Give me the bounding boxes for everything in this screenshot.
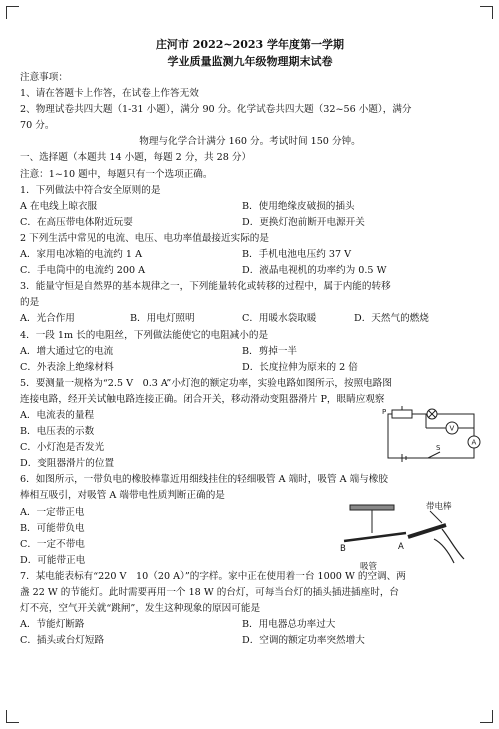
charged-rod-diagram: [330, 499, 466, 577]
q7-option-b: B．用电器总功率过大: [242, 619, 336, 631]
question-3-options: [20, 311, 480, 327]
q5-option-b: B．电压表的示数: [20, 426, 95, 438]
q6-option-c: C．一定不带电: [20, 538, 85, 550]
crop-mark-bottom-left: [6, 710, 19, 723]
exam-title-line1: 庄河市 2022~2023 学年度第一学期: [155, 38, 345, 51]
q1-option-b: B．使用绝缘皮破损的插头: [242, 200, 355, 212]
question-6-stem-cont: 棒相互吸引，对吸管 A 端带电性质判断正确的是: [20, 490, 225, 502]
notice-item-1: 1、请在答题卡上作答，在试卷上作答无效: [20, 88, 199, 100]
question-6-stem: 6．如图所示，一带负电的橡胶棒靠近用细线挂住的轻细吸管 A 端时，吸管 A 端与橡胶: [20, 474, 388, 486]
label-charged-rod: 带电棒: [426, 501, 452, 512]
rod-label-pointer: [430, 511, 442, 523]
circuit-label-a: A: [471, 438, 477, 447]
q6-option-d: D．可能带正电: [20, 554, 86, 566]
rheostat: [392, 410, 412, 418]
q6-option-b: B．可能带负电: [20, 522, 85, 534]
q4-option-a: A．增大通过它的电流: [20, 345, 114, 357]
q2-option-a: A．家用电冰箱的电流约 1 A: [20, 249, 142, 261]
exam-content: [20, 36, 480, 649]
crop-mark-bottom-right: [480, 710, 493, 723]
notice-heading: 注意事项：: [20, 72, 68, 83]
circuit-diagram: [378, 406, 482, 466]
circuit-label-p: P: [382, 408, 387, 417]
label-b-end: B: [340, 543, 346, 554]
label-straw: 吸管: [360, 561, 378, 572]
q3-option-b: B．用电灯照明: [130, 313, 195, 325]
q5-option-c: C．小灯泡是否发光: [20, 442, 105, 454]
notice-item-2: 2、物理试卷共四大题（1-31 小题），满分 90 分。化学试卷共四大题（32~56 小题），满分: [20, 104, 412, 116]
q5-option-d: D．变阻器滑片的位置: [20, 458, 115, 470]
circuit-wire-loop: [388, 414, 474, 458]
question-7-stem-cont2: 灯不亮，空气开关就“跳闸”，发生这种现象的原因可能是: [20, 603, 261, 615]
crop-mark-top-right: [480, 6, 493, 19]
question-7-options: [20, 617, 480, 649]
q1-option-d: D．更换灯泡前断开电源开关: [242, 216, 365, 228]
charged-rod: [408, 525, 446, 537]
exam-title-line2: 学业质量监测九年级物理期末试卷: [167, 55, 333, 68]
q7-option-d: D．空调的额定功率突然增大: [242, 635, 365, 647]
question-7-stem-cont: 盏 22 W 的节能灯。此时需要再用一个 18 W 的台灯，可每当台灯的插头插进插座时，台: [20, 587, 400, 598]
straw: [344, 533, 406, 541]
q1-option-c: C．在高压带电体附近玩耍: [20, 216, 133, 228]
q5-option-a: A．电流表的量程: [20, 409, 95, 421]
question-5-stem-cont: 连接电路，经开关试触电路连接正确。闭合开关，移动滑动变阻器滑片 P，眼睛应观察: [20, 393, 385, 405]
q2-option-b: B．手机电池电压约 37 V: [242, 249, 352, 261]
notice-item-2-cont: 70 分。: [20, 120, 55, 132]
q6-option-a: A．一定带正电: [20, 506, 85, 518]
q1-option-a: A 在电线上晾衣服: [20, 200, 98, 212]
circuit-label-v: V: [449, 424, 455, 433]
q4-option-b: B．剪掉一半: [242, 345, 298, 357]
q4-option-c: C．外表涂上绝缘材料: [20, 361, 114, 373]
question-4-options: [20, 344, 480, 376]
q3-option-c: C．用暖水袋取暖: [242, 313, 317, 325]
question-4-stem: 4．一段 1m 长的电阻丝，下列做法能使它的电阻减小的是: [20, 329, 269, 341]
switch-symbol: [428, 452, 440, 458]
q4-option-d: D．长度拉伸为原来的 2 倍: [242, 361, 358, 373]
q2-option-c: C．手电筒中的电流约 200 A: [20, 265, 146, 277]
q7-option-c: C．插头或台灯短路: [20, 635, 105, 647]
q2-option-d: D．液晶电视机的功率约为 0.5 W: [242, 265, 387, 277]
q7-option-a: A．节能灯断路: [20, 619, 85, 631]
section-note: 注意：1~10 题中，每题只有一个选项正确。: [20, 168, 213, 180]
question-5-stem: 5．要测量一规格为“2.5 V 0.3 A”小灯泡的额定功率，实验电路如图所示，按照电路图: [20, 377, 392, 389]
q3-option-d: D．天然气的燃烧: [354, 313, 429, 325]
question-2-options: [20, 247, 480, 279]
question-1-stem: 1．下列做法中符合安全原则的是: [20, 184, 161, 196]
ceiling-support: [350, 505, 394, 510]
question-3-stem: 3．能量守恒是自然界的基本规律之一，下列能量转化或转移的过程中，属于内能的转移: [20, 281, 391, 293]
section-heading: 一、选择题（本题共 14 小题，每题 2 分，共 28 分）: [20, 152, 252, 164]
notice-total: 物理与化学合计满分 160 分。考试时间 150 分钟。: [139, 136, 361, 148]
question-3-stem-cont: 的是: [20, 297, 40, 309]
q3-option-a: A．光合作用: [20, 313, 75, 325]
label-a-end: A: [398, 541, 404, 552]
hand-outline: [442, 529, 464, 559]
question-2-stem: 2 下列生活中常见的电流、电压、电功率值最接近实际的是: [20, 232, 269, 244]
circuit-label-s: S: [436, 444, 441, 453]
question-7-stem: 7．某电能表标有“220 V 10（20 A）”的字样。家中正在使用着一台 1000 W 的空调、两: [20, 570, 406, 582]
crop-mark-top-left: [6, 6, 19, 19]
question-1-options: [20, 199, 480, 231]
